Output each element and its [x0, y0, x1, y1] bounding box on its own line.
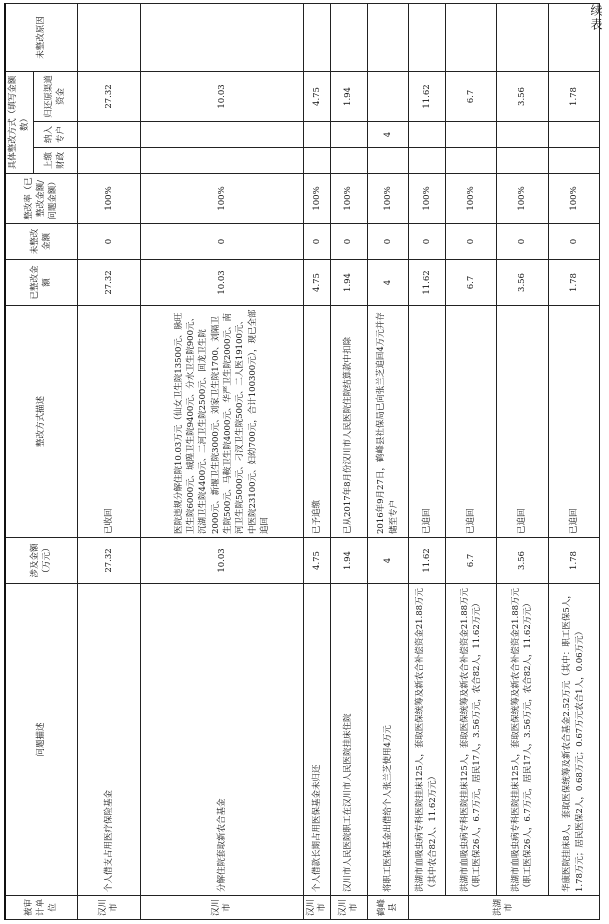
row-unrectified: 0 — [141, 224, 303, 260]
table-row — [445, 4, 496, 920]
header-region: 被审计单位 — [5, 896, 77, 920]
row-return-fund: 1.94 — [330, 72, 367, 122]
row-rate: 100% — [408, 174, 445, 224]
header-into-account: 纳入专户 — [33, 122, 77, 148]
row-desc: 医院违规分解住院10.03万元（仙女卫生院13500元、脉旺卫生院6000元、城隍卫生院9400元、分水卫生院900元、沉湖卫生院4400元、二河卫生院2500元、回龙卫生院2000元、新堰卫生院3000元、刘家卫生院1700、刘隔卫生院500元、马鞍卫生院4000元、华严卫生院2000元、南河卫生院5000元、刁汊卫生院500元、二人医19100元、中医院23100元、妇幼700元，合计100300元），现已全部追回 — [141, 306, 303, 538]
row-amount: 4.75 — [303, 538, 330, 584]
row-region: 汉川市 — [330, 896, 367, 920]
row-into-account — [408, 122, 445, 148]
row-amount: 6.7 — [445, 538, 496, 584]
table-row — [548, 4, 599, 920]
row-rectified: 1.94 — [330, 260, 367, 306]
row-into-account — [548, 122, 599, 148]
row-rate: 100% — [303, 174, 330, 224]
row-unrectified: 0 — [77, 224, 141, 260]
table-row — [77, 4, 141, 920]
row-unrectified: 0 — [408, 224, 445, 260]
row-into-account — [330, 122, 367, 148]
continuation-label: 续表 — [589, 4, 603, 32]
row-reason — [141, 4, 303, 72]
row-unrectified: 0 — [330, 224, 367, 260]
row-reason — [548, 4, 599, 72]
row-into-account: 4 — [367, 122, 408, 148]
row-amount: 11.62 — [408, 538, 445, 584]
row-problem: 个人借款长期占用医保基金未归还 — [303, 584, 330, 896]
row-into-account — [77, 122, 141, 148]
merged-region: 洪湖市 — [408, 896, 599, 920]
row-rectified: 1.78 — [548, 260, 599, 306]
row-desc: 已收回 — [77, 306, 141, 538]
row-desc: 已追回 — [497, 306, 548, 538]
row-desc: 2016年9月27日，鹤峰县社保局已向张兰芝追回4万元并存储至专户 — [367, 306, 408, 538]
row-rate: 100% — [141, 174, 303, 224]
row-rectified: 27.32 — [77, 260, 141, 306]
header-method-group: 具体整改方式（填写金额数） — [5, 72, 33, 174]
row-reason — [367, 4, 408, 72]
row-reason — [330, 4, 367, 72]
header-return-fund: 归还原渠道资金 — [33, 72, 77, 122]
header-reason: 未整改原因 — [5, 4, 77, 72]
row-problem: 个人借支占用医疗保险基金 — [77, 584, 141, 896]
row-rectified: 11.62 — [408, 260, 445, 306]
row-submit — [408, 148, 445, 174]
row-amount: 4 — [367, 538, 408, 584]
row-into-account — [141, 122, 303, 148]
row-rate: 100% — [77, 174, 141, 224]
row-desc: 已予追缴 — [303, 306, 330, 538]
table-row — [330, 4, 367, 920]
row-submit — [303, 148, 330, 174]
header-rate: 整改率（已整改金额/问题金额） — [5, 174, 77, 224]
row-into-account — [303, 122, 330, 148]
row-amount: 3.56 — [497, 538, 548, 584]
row-return-fund: 3.56 — [497, 72, 548, 122]
row-problem: 华康医院挂床8人，套取医保统筹及新农合基金2.52万元（其中：职工医保5人，1.78万元；居民医保2人，0.68万元；0.67万元农合1人，0.06万元） — [548, 584, 599, 896]
header-rectify-desc: 整改方式描述 — [5, 306, 77, 538]
row-amount: 1.94 — [330, 538, 367, 584]
row-reason — [303, 4, 330, 72]
row-into-account — [497, 122, 548, 148]
row-unrectified: 0 — [367, 224, 408, 260]
row-return-fund: 27.32 — [77, 72, 141, 122]
header-rectified: 已整改金额 — [5, 260, 77, 306]
row-problem: 洪湖市血吸虫病专科医院挂床125人，套取医保统筹及新农合补偿资金21.88万元（职工医保26人，6.7万元，居民17人，3.56万元，农合82人，11.62万元） — [445, 584, 496, 896]
row-unrectified: 0 — [497, 224, 548, 260]
table-row — [141, 4, 303, 920]
row-rectified: 4.75 — [303, 260, 330, 306]
row-return-fund: 4.75 — [303, 72, 330, 122]
row-region: 汉川市 — [77, 896, 141, 920]
row-into-account — [445, 122, 496, 148]
row-submit — [141, 148, 303, 174]
row-problem: 将职工医保基金出借给个人张兰芝使用4万元 — [367, 584, 408, 896]
row-rate: 100% — [445, 174, 496, 224]
row-rate: 100% — [497, 174, 548, 224]
row-return-fund: 1.78 — [548, 72, 599, 122]
row-reason — [408, 4, 445, 72]
row-return-fund — [367, 72, 408, 122]
row-submit — [548, 148, 599, 174]
row-desc: 已追回 — [445, 306, 496, 538]
table-row — [367, 4, 408, 920]
row-rectified: 10.03 — [141, 260, 303, 306]
row-rectified: 4 — [367, 260, 408, 306]
row-return-fund: 10.03 — [141, 72, 303, 122]
row-region: 汉川市 — [303, 896, 330, 920]
row-submit — [445, 148, 496, 174]
row-submit — [367, 148, 408, 174]
row-return-fund: 6.7 — [445, 72, 496, 122]
row-submit — [330, 148, 367, 174]
table-row — [497, 4, 548, 920]
row-region: 汉川市 — [141, 896, 303, 920]
row-desc: 已从2017年8月份汉川市人民医院住院结算款中扣除 — [330, 306, 367, 538]
row-rectified: 3.56 — [497, 260, 548, 306]
row-rate: 100% — [330, 174, 367, 224]
row-desc: 已追回 — [548, 306, 599, 538]
row-submit — [77, 148, 141, 174]
row-region: 鹤峰县 — [367, 896, 408, 920]
row-problem: 汉川市人民医院职工在汉川市人民医院挂床住院 — [330, 584, 367, 896]
row-reason — [445, 4, 496, 72]
audit-rectification-table — [4, 3, 600, 920]
header-submit: 上缴财政 — [33, 148, 77, 174]
table-row — [408, 4, 445, 920]
row-return-fund: 11.62 — [408, 72, 445, 122]
row-reason — [77, 4, 141, 72]
row-submit — [497, 148, 548, 174]
header-amount: 涉及金额（万元） — [5, 538, 77, 584]
row-amount: 10.03 — [141, 538, 303, 584]
row-problem: 分解住院套取新农合基金 — [141, 584, 303, 896]
table-row — [303, 4, 330, 920]
row-desc: 已追回 — [408, 306, 445, 538]
header-unrectified: 未整改金额 — [5, 224, 77, 260]
row-problem: 洪湖市血吸虫病专科医院挂床125人，套取医保统筹及新农合补偿资金21.88万元（职工医保26人，6.7万元，居民17人，3.56万元，农合82人，11.62万元） — [497, 584, 548, 896]
header-problem: 问题描述 — [5, 584, 77, 896]
row-rate: 100% — [367, 174, 408, 224]
audit-rectification-table-rotated — [4, 4, 600, 920]
row-problem: 洪湖市血吸虫病专科医院挂床125人，套取医保统筹及新农合补偿资金21.88万元（其中农合82人、11.62万元） — [408, 584, 445, 896]
row-unrectified: 0 — [445, 224, 496, 260]
row-amount: 1.78 — [548, 538, 599, 584]
row-unrectified: 0 — [548, 224, 599, 260]
row-reason — [497, 4, 548, 72]
row-amount: 27.32 — [77, 538, 141, 584]
row-rectified: 6.7 — [445, 260, 496, 306]
row-rate: 100% — [548, 174, 599, 224]
row-unrectified: 0 — [303, 224, 330, 260]
